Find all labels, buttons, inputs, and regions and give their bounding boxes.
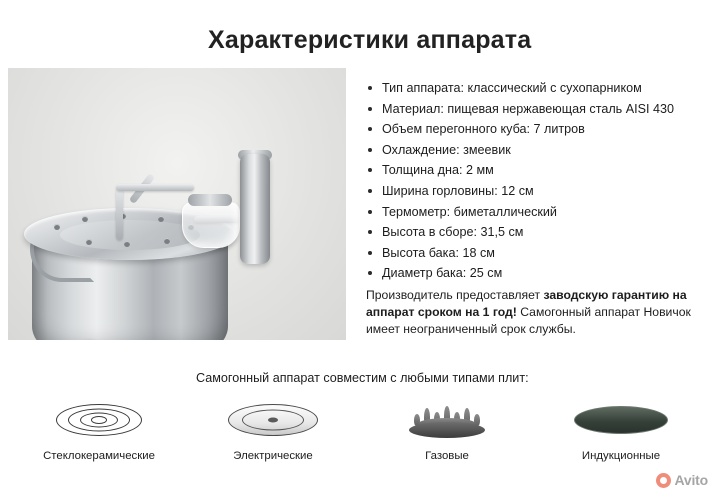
stove-type-glass-ceramic xyxy=(14,396,184,462)
stove-label: Индукционные xyxy=(581,450,661,462)
list-item: Диаметр бака: 25 см xyxy=(366,263,716,284)
lid-bolt-icon xyxy=(124,241,130,247)
induction-hob-icon xyxy=(566,396,676,444)
electric-hob-icon xyxy=(218,396,328,444)
avito-logo-icon xyxy=(656,473,671,488)
stove-type-electric xyxy=(188,396,358,462)
product-photo xyxy=(8,68,346,340)
lid-bolt-icon xyxy=(54,224,60,230)
stove-type-gas xyxy=(362,396,532,462)
glass-ceramic-hob-icon xyxy=(44,396,154,444)
jar-collar xyxy=(188,194,232,206)
cooling-column xyxy=(240,154,270,264)
warranty-highlight: заводскую гарантию на аппарат сроком на 1 год! xyxy=(366,288,687,319)
lid-bolt-icon xyxy=(158,216,164,222)
warranty-prefix: Производитель предоставляет xyxy=(366,288,544,302)
list-item: Охлаждение: змеевик xyxy=(366,140,716,161)
watermark-text: Avito xyxy=(674,472,708,488)
steam-tube-horizontal xyxy=(116,184,194,191)
stove-type-induction xyxy=(536,396,706,462)
steam-tube-vertical xyxy=(116,188,123,240)
list-item: Высота в сборе: 31,5 см xyxy=(366,222,716,243)
list-item: Ширина горловины: 12 см xyxy=(366,181,716,202)
spec-list xyxy=(366,78,716,284)
still-pot-lid-inner xyxy=(60,220,200,250)
list-item: Объем перегонного куба: 7 литров xyxy=(366,119,716,140)
warranty-note xyxy=(366,287,716,338)
stove-label: Стеклокерамические xyxy=(43,450,155,462)
stove-label: Газовые xyxy=(425,450,469,462)
glass-sukhoparnik-jar xyxy=(182,202,240,248)
list-item: Тип аппарата: классический с сухопарником xyxy=(366,78,716,99)
list-item: Материал: пищевая нержавеющая сталь AISI 430 xyxy=(366,99,716,120)
avito-watermark xyxy=(656,472,708,488)
lid-bolt-icon xyxy=(164,238,170,244)
warranty-suffix: Самогонный аппарат Новичок имеет неограниченный срок службы. xyxy=(366,305,691,336)
compatibility-title: Самогонный аппарат совместим с любыми типами плит: xyxy=(196,371,529,385)
list-item: Высота бака: 18 см xyxy=(366,243,716,264)
lid-bolt-icon xyxy=(86,239,92,245)
lid-bolt-icon xyxy=(82,216,88,222)
stove-label: Электрические xyxy=(233,450,313,462)
stove-types-row xyxy=(14,396,706,462)
list-item: Толщина дна: 2 мм xyxy=(366,160,716,181)
gas-burner-icon xyxy=(392,396,502,444)
list-item: Термометр: биметаллический xyxy=(366,202,716,223)
page-title: Характеристики аппарата xyxy=(208,26,532,54)
